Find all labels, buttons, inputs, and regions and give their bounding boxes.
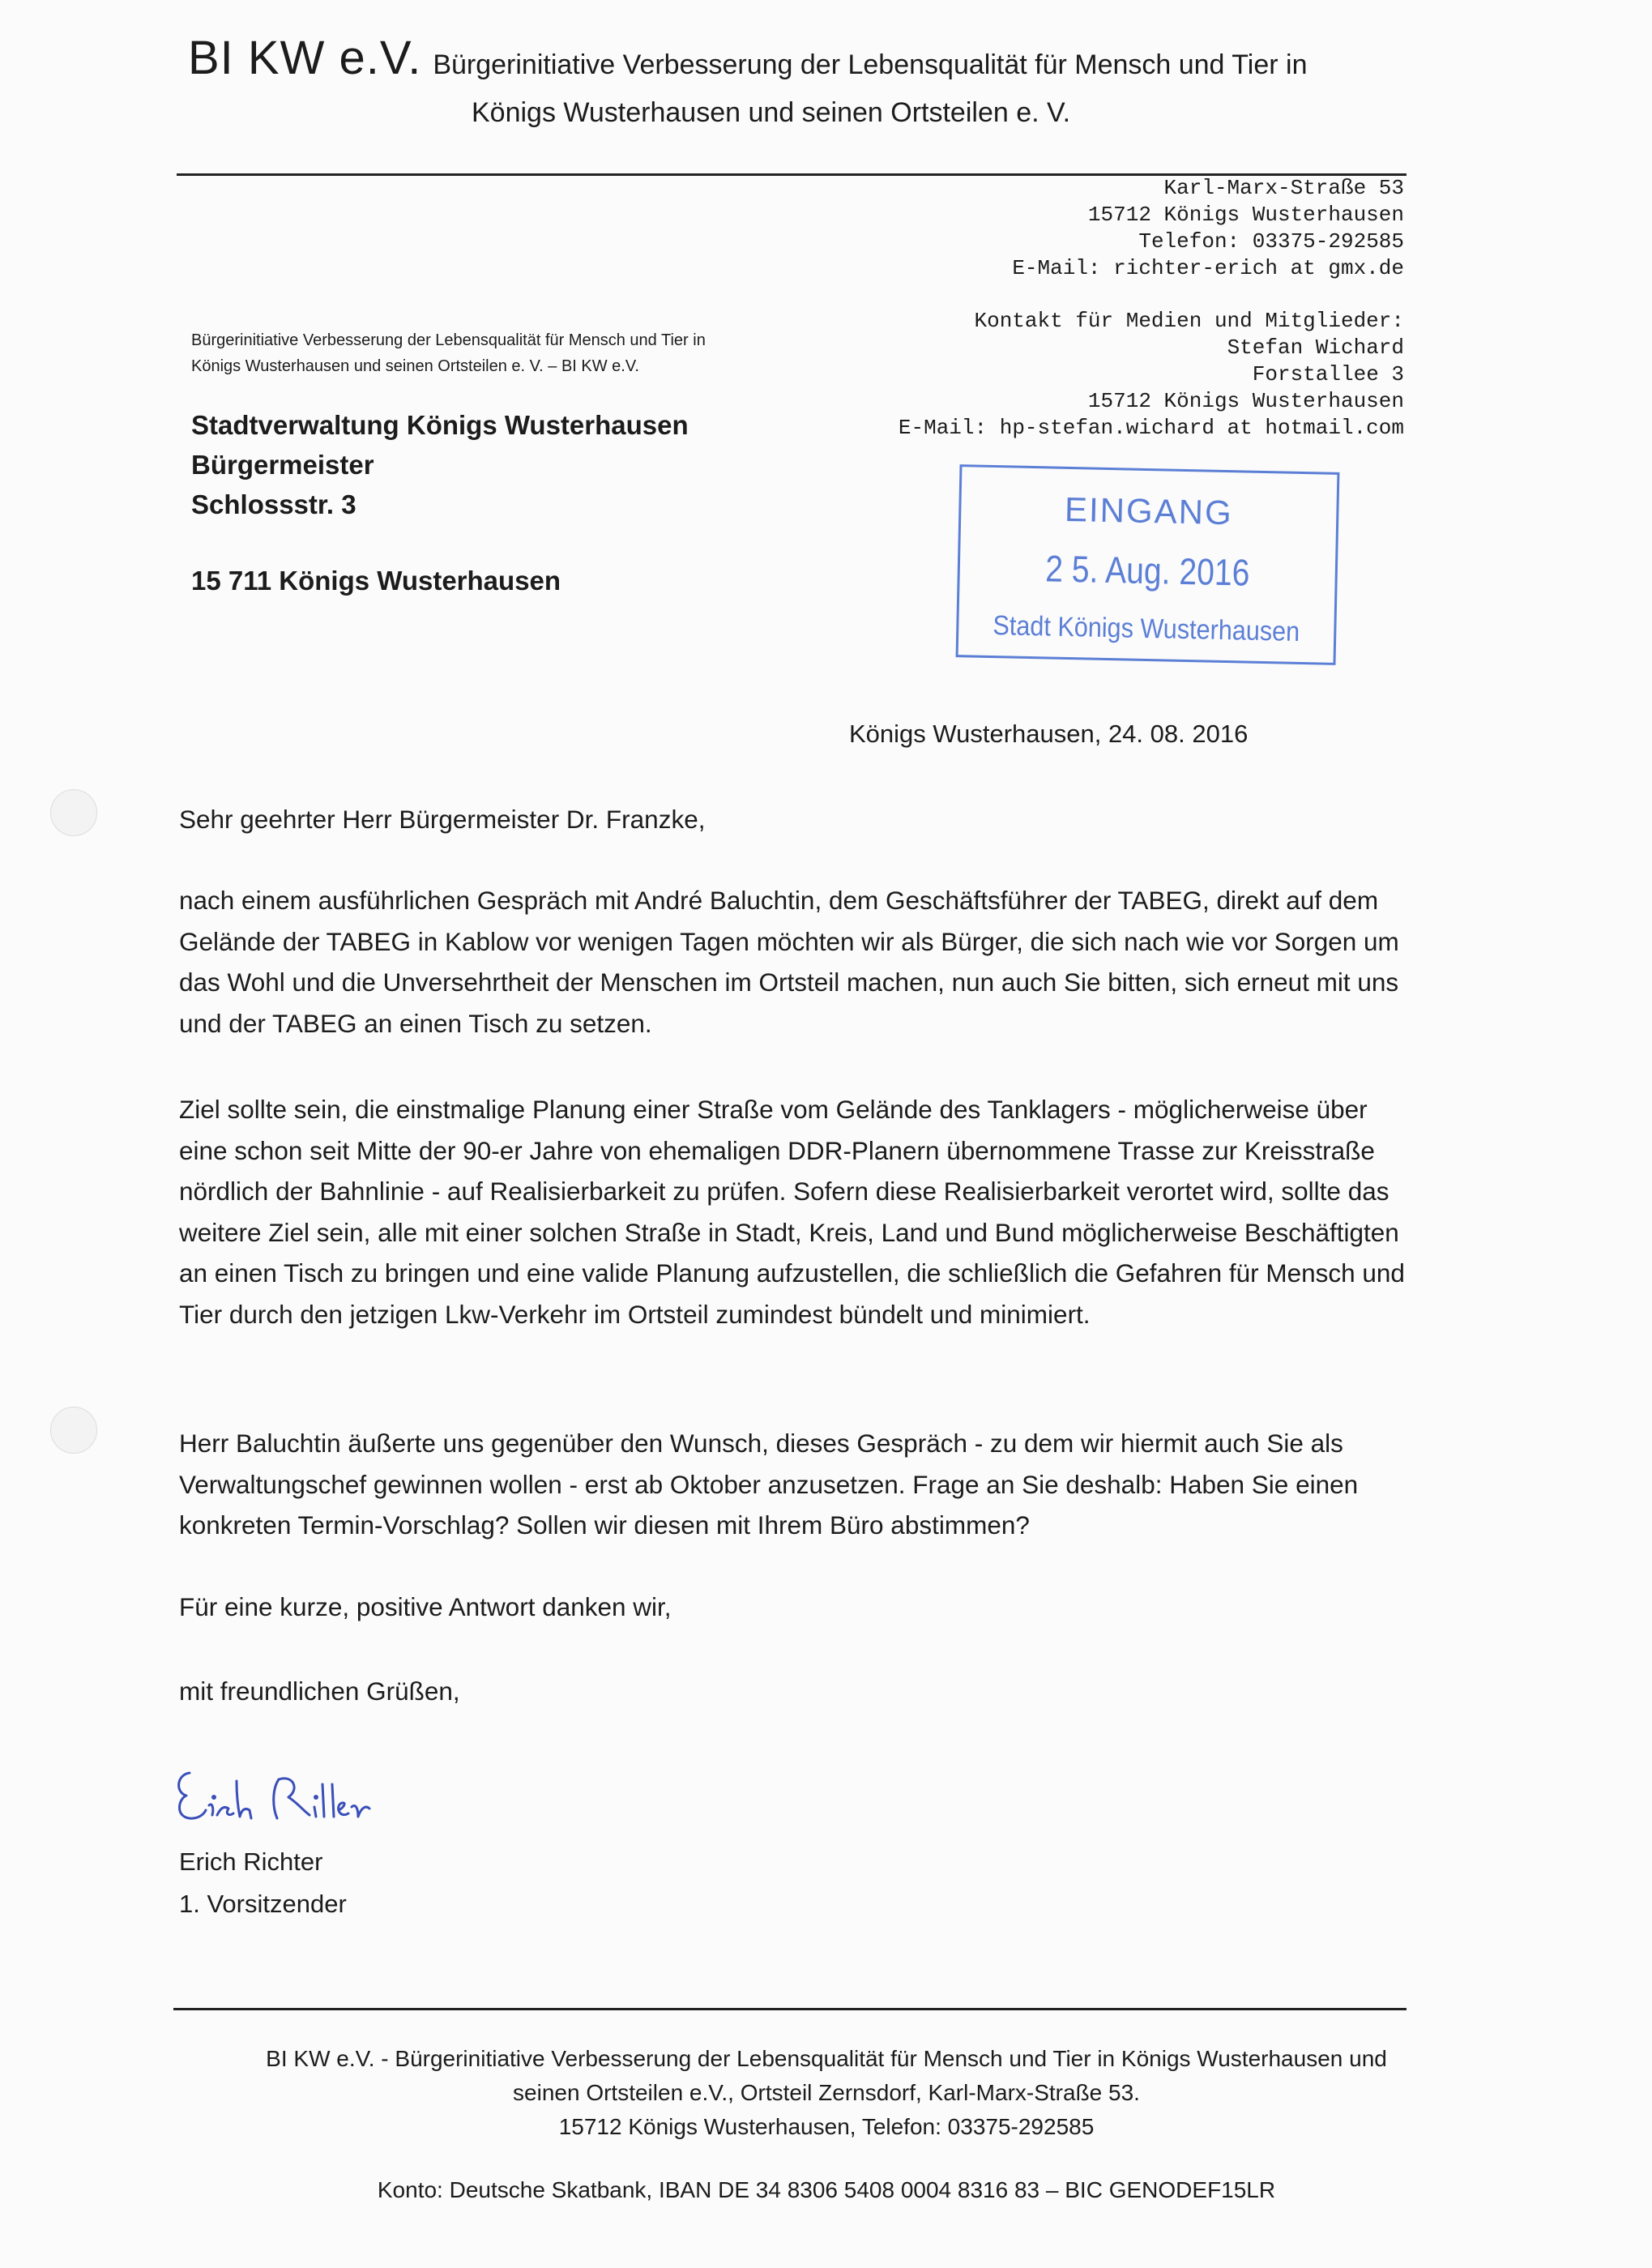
sender-email: E-Mail: richter-erich at gmx.de — [1012, 256, 1404, 280]
handwritten-signature — [167, 1757, 378, 1838]
footer-line3: 15712 Königs Wusterhausen, Telefon: 03375-292585 — [558, 2114, 1095, 2139]
salutation: Sehr geehrter Herr Bürgermeister Dr. Franzke, — [179, 805, 706, 834]
paragraph-1: nach einem ausführlichen Gespräch mit André Baluchtin, dem Geschäftsführer der TABEG, direkt auf dem Gelände der TABEG in Kablow vor wenigen Tagen möchten wir als Bürger, die sich nach wie vor Sorgen um das Wohl und die Unversehrtheit der Menschen im Ortsteil machen, nun auch Sie bitten, sich erneut mit uns und der TABEG an einen Tisch zu setzen. — [179, 886, 1399, 1038]
signatory-name: Erich Richter — [179, 1847, 323, 1876]
sender-address — [835, 175, 1404, 282]
footer-line2: seinen Ortsteilen e.V., Ortsteil Zernsdorf, Karl-Marx-Straße 53. — [513, 2080, 1140, 2105]
paragraph-4: Für eine kurze, positive Antwort danken wir, — [179, 1592, 672, 1621]
media-contact-heading: Kontakt für Medien und Mitglieder: — [974, 309, 1404, 333]
return-address — [191, 327, 920, 379]
closing: mit freundlichen Grüßen, — [179, 1676, 460, 1706]
stamp-date: 2 5. Aug. 2016 — [1044, 547, 1250, 594]
footer — [154, 2042, 1499, 2144]
signatory-block — [179, 1841, 347, 1925]
paragraph-2: Ziel sollte sein, die einstmalige Planung einer Straße vom Gelände des Tanklagers - möglicherweise über eine schon seit Mitte der 90-er Jahre von ehemaligen DDR-Planern übernommene Trasse zur Kreisstraße nördlich der Bahnlinie - auf Realisierbarkeit zu prüfen. Sofern diese Realisierbarkeit verortet wird, sollte das weitere Ziel sein, alle mit einer solchen Straße in Stadt, Kreis, Land und Bund möglicherweise Beschäftigten an einen Tisch zu bringen und eine valide Planung aufzustellen, die schließlich die Gefahren für Mensch und Tier durch den jetzigen Lkw-Verkehr im Ortsteil zumindest bündelt und minimiert. — [179, 1095, 1405, 1329]
org-name-line2: Königs Wusterhausen und seinen Ortsteilen e. V. — [472, 97, 1071, 128]
media-contact-name: Stefan Wichard — [1227, 335, 1404, 360]
signatory-role: 1. Vorsitzender — [179, 1890, 347, 1918]
org-name-line1: Bürgerinitiative Verbesserung der Lebensqualität für Mensch und Tier in — [433, 49, 1308, 80]
recipient-title: Bürgermeister — [191, 450, 374, 480]
sender-street: Karl-Marx-Straße 53 — [1163, 176, 1404, 200]
footer-line1: BI KW e.V. - Bürgerinitiative Verbesserung der Lebensqualität für Mensch und Tier in Königs Wusterhausen und — [266, 2046, 1387, 2071]
org-abbreviation: BI KW e.V. — [188, 32, 422, 84]
media-contact-city: 15712 Königs Wusterhausen — [1087, 389, 1404, 413]
letterhead — [188, 31, 1452, 85]
recipient-organisation: Stadtverwaltung Königs Wusterhausen — [191, 410, 689, 440]
stamp-place: Stadt Königs Wusterhausen — [992, 610, 1300, 647]
punch-hole-bottom — [50, 1407, 97, 1454]
letter-date: Königs Wusterhausen, 24. 08. 2016 — [849, 720, 1249, 748]
punch-hole-top — [50, 789, 97, 836]
sender-city: 15712 Königs Wusterhausen — [1087, 203, 1404, 227]
footer-bank: Konto: Deutsche Skatbank, IBAN DE 34 8306 5408 0004 8316 83 – BIC GENODEF15LR — [377, 2177, 1276, 2202]
paragraph-3: Herr Baluchtin äußerte uns gegenüber den Wunsch, dieses Gespräch - zu dem wir hiermit auch Sie als Verwaltungschef gewinnen wollen - erst ab Oktober anzusetzen. Frage an Sie deshalb: Haben Sie einen konkreten Termin-Vorschlag? Sollen wir diesen mit Ihrem Büro abstimmen? — [179, 1429, 1359, 1540]
recipient-street: Schlossstr. 3 — [191, 489, 356, 519]
recipient-block — [191, 405, 689, 524]
return-address-line1: Bürgerinitiative Verbesserung der Lebensqualität für Mensch und Tier in — [191, 331, 706, 349]
footer-divider — [173, 2008, 1407, 2010]
stamp-title: EINGANG — [1064, 489, 1234, 532]
media-contact-street: Forstallee 3 — [1252, 362, 1404, 387]
recipient-city: 15 711 Königs Wusterhausen — [191, 566, 561, 596]
media-contact-email: E-Mail: hp-stefan.wichard at hotmail.com — [898, 416, 1404, 440]
sender-phone: Telefon: 03375-292585 — [1138, 229, 1404, 254]
received-stamp — [956, 464, 1340, 665]
return-address-line2: Königs Wusterhausen und seinen Ortsteilen e. V. – BI KW e.V. — [191, 357, 639, 375]
